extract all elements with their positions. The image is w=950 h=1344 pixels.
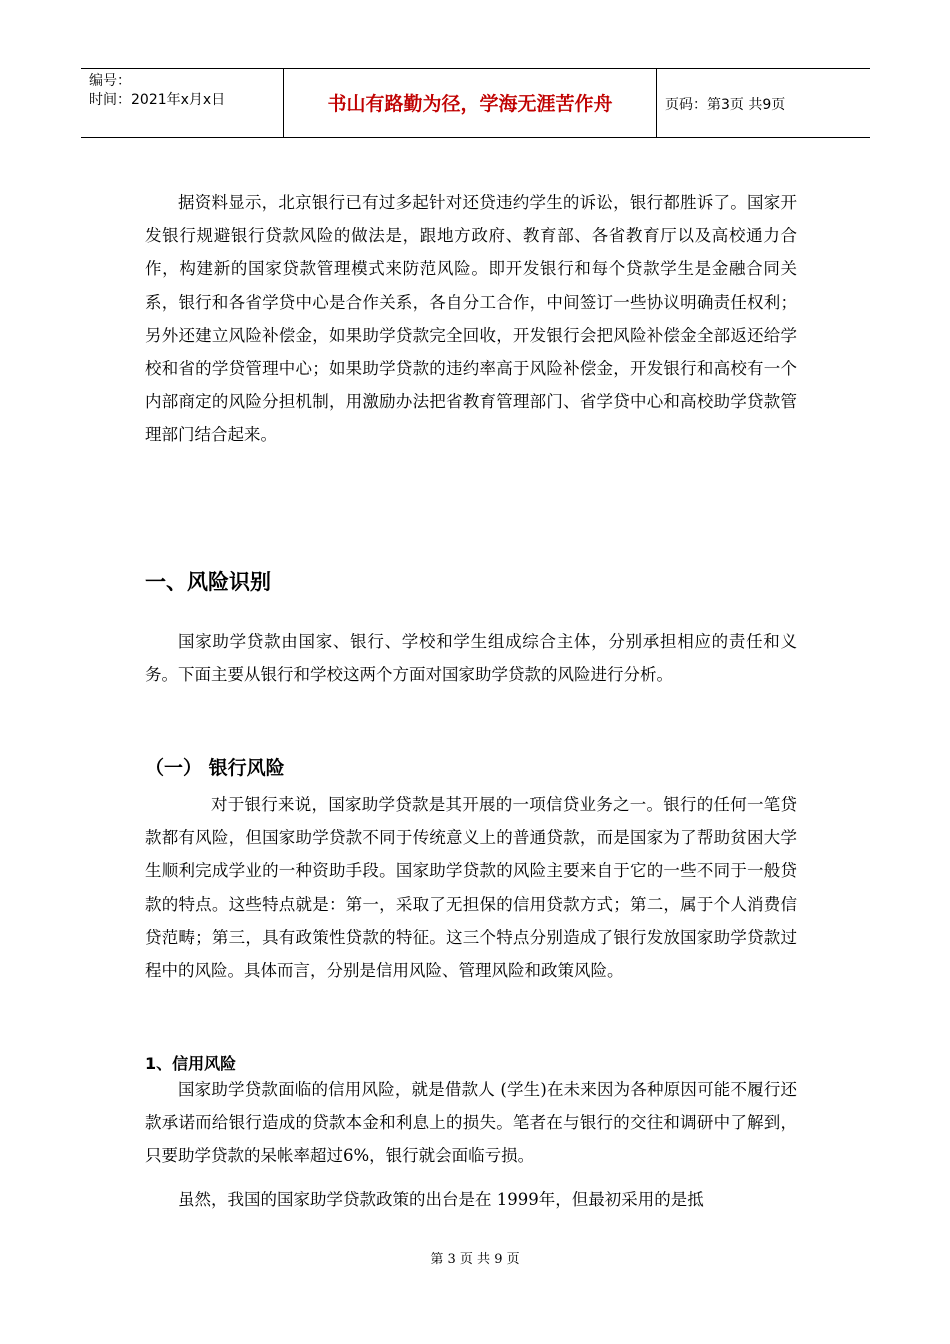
header-divider-right: [656, 69, 657, 137]
page-header: [81, 68, 870, 138]
paragraph-policy-start: 虽然，我国的国家助学贷款政策的出台是在 1999年，但最初采用的是抵: [178, 1190, 704, 1209]
header-page-label: 页码：第3页 共9页: [665, 97, 786, 113]
paragraph-bank-risk: 对于银行来说，国家助学贷款是其开展的一项信贷业务之一。银行的任何一笔贷款都有风险，但国家助学贷款不同于传统意义上的普通贷款，而是国家为了帮助贫困大学生顺利完成学业的一种资助手段。国家助学贷款的风险主要来自于它的一些不同于一般贷款的特点。这些特点就是：第一，采取了无担保的信用贷款方式；第二，属于个人消费信贷范畴；第三，具有政策性贷款的特征。这三个特点分别造成了银行发放国家助学贷款过程中的风险。具体而言，分别是信用风险、管理风险和政策风险。: [145, 795, 797, 981]
header-motto: 书山有路勤为径，学海无涯苦作舟: [327, 93, 613, 115]
header-meta: [89, 72, 225, 110]
heading-credit-risk: 1、信用风险: [145, 1054, 237, 1073]
heading-risk-identification: 一、风险识别: [145, 570, 271, 594]
date-label: 时间：2021年x月x日: [89, 92, 226, 108]
page-footer: 第 3 页 共 9 页: [430, 1252, 520, 1267]
heading-bank-risk: （一） 银行风险: [145, 757, 285, 779]
number-label: 编号：: [89, 73, 131, 89]
paragraph-credit-risk: 国家助学贷款面临的信用风险，就是借款人 (学生)在未来因为各种原因可能不履行还款承诺而给银行造成的贷款本金和利息上的损失。笔者在与银行的交往和调研中了解到，只要助学贷款的呆帐率超过6%，银行就会面临亏损。: [145, 1080, 797, 1166]
paragraph-intro: 国家助学贷款由国家、银行、学校和学生组成综合主体，分别承担相应的责任和义务。下面主要从银行和学校这两个方面对国家助学贷款的风险进行分析。: [145, 632, 797, 685]
paragraph-bank-lawsuits: 据资料显示，北京银行已有过多起针对还贷违约学生的诉讼，银行都胜诉了。国家开发银行规避银行贷款风险的做法是，跟地方政府、教育部、各省教育厅以及高校通力合作，构建新的国家贷款管理模式来防范风险。即开发银行和每个贷款学生是金融合同关系，银行和各省学贷中心是合作关系，各自分工合作，中间签订一些协议明确责任权利；另外还建立风险补偿金，如果助学贷款完全回收，开发银行会把风险补偿金全部返还给学校和省的学贷管理中心；如果助学贷款的违约率高于风险补偿金，开发银行和高校有一个内部商定的风险分担机制，用激励办法把省教育管理部门、省学贷中心和高校助学贷款管理部门结合起来。: [145, 193, 797, 445]
